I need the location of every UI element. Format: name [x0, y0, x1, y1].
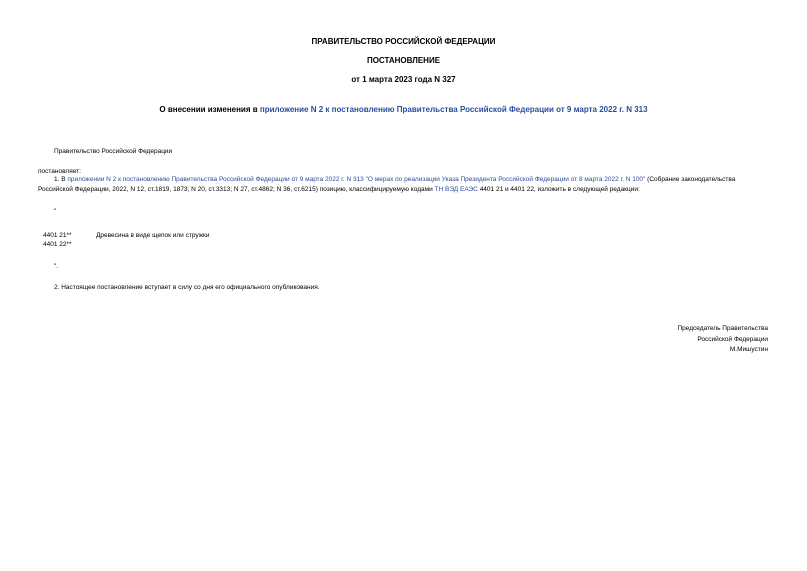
p1-link-resolution[interactable]: приложении N 2 к постановлению Правительства Российской Федерации от 9 марта 2022 г. N 313 "О мерах по реализации Указа Президента Российской Федерации от 8 марта 2022 г. N 100" [67, 176, 646, 183]
org-heading: ПРАВИТЕЛЬСТВО РОССИЙСКОЙ ФЕДЕРАЦИИ [311, 37, 496, 46]
paragraph-1 [38, 175, 770, 195]
signature-block [677, 324, 768, 356]
title-link[interactable]: приложение N 2 к постановлению Правительства Российской Федерации от 9 марта 2022 г. N 313 [259, 105, 648, 114]
p1-text-1: (Собрание законодательства Российской Федерации, 2022, N 12, ст.1819, 1873; N 20, ст.3313; N 27, ст.4862; N 36, ст.6215) позицию, классифицируемую кодами [38, 176, 736, 193]
p1-link-tnved[interactable]: ТН ВЭД ЕАЭС [434, 186, 478, 193]
p1-number: 1. В [54, 176, 68, 183]
title-prefix: О внесении изменения в [159, 105, 260, 114]
signature-org: Российской Федерации [697, 335, 768, 343]
paragraph-2: 2. Настоящее постановление вступает в силу со дня его официального опубликования. [54, 284, 320, 291]
date-number-heading: от 1 марта 2023 года N 327 [351, 75, 456, 84]
table-code-2: 4401 22** [43, 241, 72, 248]
issuer-text: Правительство Российской Федерации [54, 148, 173, 155]
doc-type-heading: ПОСТАНОВЛЕНИЕ [366, 56, 441, 65]
table-code-1: 4401 21** [43, 232, 72, 239]
quote-close: ". [54, 263, 59, 270]
quote-open: " [54, 208, 57, 215]
signature-name: М.Мишустин [729, 346, 768, 353]
document-title [0, 105, 807, 115]
decides-text: постановляет: [38, 168, 81, 175]
table-description: Древесина в виде щепок или стружки [96, 232, 210, 239]
signature-title: Председатель Правительства [677, 325, 768, 332]
p1-text-2: 4401 21 и 4401 22, изложить в следующей редакции: [477, 186, 640, 193]
